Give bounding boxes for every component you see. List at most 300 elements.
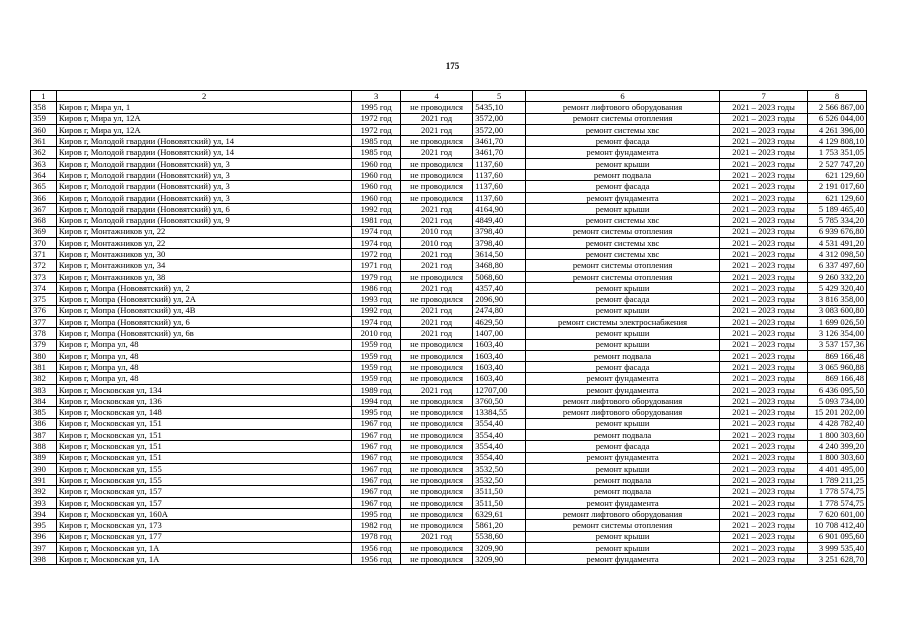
cost-cell: 15 201 202,00 [808, 407, 867, 418]
row-number-cell: 360 [31, 124, 57, 135]
build-year-cell: 1967 год [352, 452, 401, 463]
table-row [31, 339, 867, 350]
row-number-cell: 390 [31, 463, 57, 474]
build-year-cell: 1960 год [352, 158, 401, 169]
build-year-cell: 1995 год [352, 407, 401, 418]
build-year-cell: 1959 год [352, 373, 401, 384]
header-col-2: 2 [56, 91, 352, 102]
row-number-cell: 370 [31, 237, 57, 248]
cost-cell: 3 816 358,00 [808, 294, 867, 305]
work-type-cell: ремонт системы отопления [525, 271, 719, 282]
build-year-cell: 1967 год [352, 497, 401, 508]
cost-cell: 3 537 157,36 [808, 339, 867, 350]
period-cell: 2021 – 2023 годы [720, 441, 808, 452]
cost-cell: 4 428 782,40 [808, 418, 867, 429]
area-cell: 3461,70 [473, 136, 526, 147]
row-number-cell: 378 [31, 328, 57, 339]
cost-cell: 4 240 399,20 [808, 441, 867, 452]
address-cell: Киров г, Московская ул, 1А [56, 542, 352, 553]
period-cell: 2021 – 2023 годы [720, 158, 808, 169]
work-type-cell: ремонт крыши [525, 463, 719, 474]
cost-cell: 4 129 808,10 [808, 136, 867, 147]
build-year-cell: 1974 год [352, 226, 401, 237]
last-repair-year-cell: не проводился [400, 429, 472, 440]
cost-cell: 7 620 601,00 [808, 508, 867, 519]
work-type-cell: ремонт крыши [525, 531, 719, 542]
area-cell: 5068,60 [473, 271, 526, 282]
area-cell: 3798,40 [473, 226, 526, 237]
table-header [31, 91, 867, 102]
last-repair-year-cell: 2021 год [400, 328, 472, 339]
work-type-cell: ремонт фундамента [525, 554, 719, 565]
period-cell: 2021 – 2023 годы [720, 362, 808, 373]
last-repair-year-cell: не проводился [400, 158, 472, 169]
address-cell: Киров г, Молодой гвардии (Нововятский) ул, 14 [56, 136, 352, 147]
last-repair-year-cell: не проводился [400, 339, 472, 350]
last-repair-year-cell: не проводился [400, 407, 472, 418]
build-year-cell: 1992 год [352, 305, 401, 316]
address-cell: Киров г, Московская ул, 155 [56, 475, 352, 486]
address-cell: Киров г, Молодой гвардии (Нововятский) ул, 9 [56, 215, 352, 226]
table-row [31, 305, 867, 316]
last-repair-year-cell: не проводился [400, 475, 472, 486]
area-cell: 3798,40 [473, 237, 526, 248]
build-year-cell: 1992 год [352, 203, 401, 214]
row-number-cell: 364 [31, 170, 57, 181]
table-row [31, 249, 867, 260]
header-col-8: 8 [808, 91, 867, 102]
address-cell: Киров г, Мопра ул, 48 [56, 373, 352, 384]
repair-register-table [30, 90, 867, 565]
cost-cell: 6 526 044,00 [808, 113, 867, 124]
period-cell: 2021 – 2023 годы [720, 226, 808, 237]
cost-cell: 9 260 332,20 [808, 271, 867, 282]
row-number-cell: 358 [31, 102, 57, 113]
period-cell: 2021 – 2023 годы [720, 215, 808, 226]
work-type-cell: ремонт подвала [525, 170, 719, 181]
work-type-cell: ремонт крыши [525, 283, 719, 294]
period-cell: 2021 – 2023 годы [720, 486, 808, 497]
row-number-cell: 374 [31, 283, 57, 294]
row-number-cell: 363 [31, 158, 57, 169]
build-year-cell: 1971 год [352, 260, 401, 271]
work-type-cell: ремонт крыши [525, 203, 719, 214]
table-row [31, 113, 867, 124]
area-cell: 1603,40 [473, 350, 526, 361]
build-year-cell: 1956 год [352, 554, 401, 565]
table-row [31, 463, 867, 474]
table-row [31, 203, 867, 214]
header-col-1: 1 [31, 91, 57, 102]
period-cell: 2021 – 2023 годы [720, 520, 808, 531]
address-cell: Киров г, Монтажников ул, 22 [56, 237, 352, 248]
work-type-cell: ремонт подвала [525, 475, 719, 486]
table-row [31, 192, 867, 203]
address-cell: Киров г, Мопра (Нововятский) ул, 2А [56, 294, 352, 305]
build-year-cell: 1956 год [352, 542, 401, 553]
address-cell: Киров г, Молодой гвардии (Нововятский) ул, 6 [56, 203, 352, 214]
period-cell: 2021 – 2023 годы [720, 124, 808, 135]
work-type-cell: ремонт фасада [525, 294, 719, 305]
header-col-7: 7 [720, 91, 808, 102]
address-cell: Киров г, Мопра (Нововятский) ул, 4В [56, 305, 352, 316]
build-year-cell: 1967 год [352, 418, 401, 429]
cost-cell: 3 126 354,00 [808, 328, 867, 339]
address-cell: Киров г, Мопра (Нововятский) ул, 6 [56, 316, 352, 327]
table-row [31, 486, 867, 497]
address-cell: Киров г, Молодой гвардии (Нововятский) ул, 3 [56, 170, 352, 181]
build-year-cell: 1986 год [352, 283, 401, 294]
last-repair-year-cell: не проводился [400, 350, 472, 361]
address-cell: Киров г, Московская ул, 173 [56, 520, 352, 531]
row-number-cell: 369 [31, 226, 57, 237]
build-year-cell: 1995 год [352, 508, 401, 519]
cost-cell: 4 261 396,00 [808, 124, 867, 135]
period-cell: 2021 – 2023 годы [720, 429, 808, 440]
last-repair-year-cell: 2021 год [400, 384, 472, 395]
work-type-cell: ремонт фундамента [525, 497, 719, 508]
build-year-cell: 1979 год [352, 271, 401, 282]
table-row [31, 260, 867, 271]
row-number-cell: 375 [31, 294, 57, 305]
last-repair-year-cell: 2021 год [400, 249, 472, 260]
last-repair-year-cell: 2021 год [400, 316, 472, 327]
row-number-cell: 367 [31, 203, 57, 214]
cost-cell: 5 093 734,00 [808, 396, 867, 407]
address-cell: Киров г, Мопра (Нововятский) ул, 2 [56, 283, 352, 294]
last-repair-year-cell: 2021 год [400, 113, 472, 124]
area-cell: 4849,40 [473, 215, 526, 226]
table-row [31, 328, 867, 339]
work-type-cell: ремонт фундамента [525, 147, 719, 158]
row-number-cell: 397 [31, 542, 57, 553]
period-cell: 2021 – 2023 годы [720, 102, 808, 113]
last-repair-year-cell: не проводился [400, 102, 472, 113]
work-type-cell: ремонт крыши [525, 542, 719, 553]
build-year-cell: 1989 год [352, 384, 401, 395]
table-row [31, 316, 867, 327]
header-row [31, 91, 867, 102]
row-number-cell: 359 [31, 113, 57, 124]
row-number-cell: 382 [31, 373, 57, 384]
area-cell: 3572,00 [473, 113, 526, 124]
table-row [31, 283, 867, 294]
cost-cell: 1 800 303,60 [808, 429, 867, 440]
table-row [31, 497, 867, 508]
last-repair-year-cell: не проводился [400, 418, 472, 429]
area-cell: 3532,50 [473, 475, 526, 486]
build-year-cell: 1972 год [352, 113, 401, 124]
work-type-cell: ремонт крыши [525, 339, 719, 350]
last-repair-year-cell: не проводился [400, 192, 472, 203]
table-row [31, 136, 867, 147]
build-year-cell: 1960 год [352, 170, 401, 181]
period-cell: 2021 – 2023 годы [720, 305, 808, 316]
row-number-cell: 371 [31, 249, 57, 260]
period-cell: 2021 – 2023 годы [720, 531, 808, 542]
row-number-cell: 395 [31, 520, 57, 531]
last-repair-year-cell: не проводился [400, 554, 472, 565]
table-row [31, 520, 867, 531]
table-row [31, 407, 867, 418]
cost-cell: 6 939 676,80 [808, 226, 867, 237]
address-cell: Киров г, Мопра ул, 48 [56, 350, 352, 361]
table-row [31, 124, 867, 135]
work-type-cell: ремонт системы электроснабжения [525, 316, 719, 327]
table-row [31, 531, 867, 542]
address-cell: Киров г, Московская ул, 136 [56, 396, 352, 407]
row-number-cell: 365 [31, 181, 57, 192]
last-repair-year-cell: 2021 год [400, 215, 472, 226]
last-repair-year-cell: не проводился [400, 396, 472, 407]
area-cell: 5435,10 [473, 102, 526, 113]
area-cell: 1137,60 [473, 181, 526, 192]
last-repair-year-cell: не проводился [400, 170, 472, 181]
table-row [31, 158, 867, 169]
cost-cell: 6 901 095,60 [808, 531, 867, 542]
address-cell: Киров г, Московская ул, 151 [56, 452, 352, 463]
period-cell: 2021 – 2023 годы [720, 294, 808, 305]
header-col-6: 6 [525, 91, 719, 102]
area-cell: 3461,70 [473, 147, 526, 158]
area-cell: 3511,50 [473, 497, 526, 508]
period-cell: 2021 – 2023 годы [720, 181, 808, 192]
cost-cell: 4 531 491,20 [808, 237, 867, 248]
last-repair-year-cell: не проводился [400, 452, 472, 463]
work-type-cell: ремонт системы хвс [525, 249, 719, 260]
work-type-cell: ремонт подвала [525, 429, 719, 440]
area-cell: 3554,40 [473, 429, 526, 440]
area-cell: 1137,60 [473, 158, 526, 169]
table-body [31, 102, 867, 565]
address-cell: Киров г, Мира ул, 1 [56, 102, 352, 113]
work-type-cell: ремонт фасада [525, 362, 719, 373]
work-type-cell: ремонт фасада [525, 181, 719, 192]
cost-cell: 1 778 574,75 [808, 497, 867, 508]
build-year-cell: 1985 год [352, 136, 401, 147]
header-col-3: 3 [352, 91, 401, 102]
row-number-cell: 373 [31, 271, 57, 282]
last-repair-year-cell: 2021 год [400, 531, 472, 542]
period-cell: 2021 – 2023 годы [720, 384, 808, 395]
work-type-cell: ремонт фундамента [525, 192, 719, 203]
build-year-cell: 1967 год [352, 463, 401, 474]
cost-cell: 621 129,60 [808, 170, 867, 181]
area-cell: 1603,40 [473, 339, 526, 350]
cost-cell: 10 708 412,40 [808, 520, 867, 531]
row-number-cell: 361 [31, 136, 57, 147]
address-cell: Киров г, Молодой гвардии (Нововятский) ул, 3 [56, 181, 352, 192]
period-cell: 2021 – 2023 годы [720, 170, 808, 181]
area-cell: 3572,00 [473, 124, 526, 135]
build-year-cell: 1993 год [352, 294, 401, 305]
address-cell: Киров г, Московская ул, 148 [56, 407, 352, 418]
last-repair-year-cell: 2021 год [400, 260, 472, 271]
row-number-cell: 362 [31, 147, 57, 158]
table-row [31, 362, 867, 373]
cost-cell: 1 778 574,75 [808, 486, 867, 497]
row-number-cell: 383 [31, 384, 57, 395]
last-repair-year-cell: не проводился [400, 294, 472, 305]
address-cell: Киров г, Мира ул, 12А [56, 113, 352, 124]
area-cell: 1407,00 [473, 328, 526, 339]
table-row [31, 429, 867, 440]
row-number-cell: 398 [31, 554, 57, 565]
last-repair-year-cell: не проводился [400, 136, 472, 147]
work-type-cell: ремонт крыши [525, 418, 719, 429]
cost-cell: 5 429 320,40 [808, 283, 867, 294]
build-year-cell: 1959 год [352, 350, 401, 361]
area-cell: 1137,60 [473, 170, 526, 181]
table-row [31, 373, 867, 384]
period-cell: 2021 – 2023 годы [720, 463, 808, 474]
cost-cell: 3 065 960,88 [808, 362, 867, 373]
work-type-cell: ремонт лифтового оборудования [525, 102, 719, 113]
row-number-cell: 386 [31, 418, 57, 429]
period-cell: 2021 – 2023 годы [720, 203, 808, 214]
build-year-cell: 1967 год [352, 475, 401, 486]
work-type-cell: ремонт фундамента [525, 452, 719, 463]
work-type-cell: ремонт системы отопления [525, 520, 719, 531]
row-number-cell: 384 [31, 396, 57, 407]
period-cell: 2021 – 2023 годы [720, 497, 808, 508]
area-cell: 3554,40 [473, 452, 526, 463]
area-cell: 3532,50 [473, 463, 526, 474]
build-year-cell: 1967 год [352, 441, 401, 452]
address-cell: Киров г, Московская ул, 151 [56, 441, 352, 452]
period-cell: 2021 – 2023 годы [720, 328, 808, 339]
address-cell: Киров г, Московская ул, 177 [56, 531, 352, 542]
address-cell: Киров г, Московская ул, 157 [56, 497, 352, 508]
work-type-cell: ремонт крыши [525, 305, 719, 316]
cost-cell: 2 191 017,60 [808, 181, 867, 192]
address-cell: Киров г, Московская ул, 1А [56, 554, 352, 565]
table-row [31, 475, 867, 486]
area-cell: 3468,80 [473, 260, 526, 271]
cost-cell: 1 789 211,25 [808, 475, 867, 486]
build-year-cell: 2010 год [352, 328, 401, 339]
period-cell: 2021 – 2023 годы [720, 508, 808, 519]
last-repair-year-cell: 2010 год [400, 226, 472, 237]
build-year-cell: 1960 год [352, 181, 401, 192]
work-type-cell: ремонт лифтового оборудования [525, 396, 719, 407]
row-number-cell: 372 [31, 260, 57, 271]
build-year-cell: 1985 год [352, 147, 401, 158]
cost-cell: 869 166,48 [808, 373, 867, 384]
period-cell: 2021 – 2023 годы [720, 271, 808, 282]
last-repair-year-cell: не проводился [400, 271, 472, 282]
row-number-cell: 391 [31, 475, 57, 486]
area-cell: 3209,90 [473, 554, 526, 565]
table-row [31, 441, 867, 452]
area-cell: 3554,40 [473, 441, 526, 452]
area-cell: 4629,50 [473, 316, 526, 327]
address-cell: Киров г, Московская ул, 160А [56, 508, 352, 519]
build-year-cell: 1967 год [352, 429, 401, 440]
table-row [31, 181, 867, 192]
work-type-cell: ремонт системы отопления [525, 113, 719, 124]
address-cell: Киров г, Монтажников ул, 34 [56, 260, 352, 271]
cost-cell: 869 166,48 [808, 350, 867, 361]
cost-cell: 1 800 303,60 [808, 452, 867, 463]
cost-cell: 3 251 628,70 [808, 554, 867, 565]
period-cell: 2021 – 2023 годы [720, 407, 808, 418]
period-cell: 2021 – 2023 годы [720, 237, 808, 248]
area-cell: 12707,00 [473, 384, 526, 395]
address-cell: Киров г, Московская ул, 155 [56, 463, 352, 474]
table-row [31, 418, 867, 429]
last-repair-year-cell: 2010 год [400, 237, 472, 248]
last-repair-year-cell: 2021 год [400, 283, 472, 294]
area-cell: 5861,20 [473, 520, 526, 531]
table-row [31, 384, 867, 395]
row-number-cell: 379 [31, 339, 57, 350]
period-cell: 2021 – 2023 годы [720, 373, 808, 384]
build-year-cell: 1978 год [352, 531, 401, 542]
last-repair-year-cell: не проводился [400, 463, 472, 474]
period-cell: 2021 – 2023 годы [720, 283, 808, 294]
table-row [31, 452, 867, 463]
build-year-cell: 1960 год [352, 192, 401, 203]
period-cell: 2021 – 2023 годы [720, 339, 808, 350]
row-number-cell: 380 [31, 350, 57, 361]
last-repair-year-cell: не проводился [400, 520, 472, 531]
row-number-cell: 366 [31, 192, 57, 203]
address-cell: Киров г, Мопра ул, 48 [56, 362, 352, 373]
table-row [31, 396, 867, 407]
area-cell: 3760,50 [473, 396, 526, 407]
period-cell: 2021 – 2023 годы [720, 475, 808, 486]
row-number-cell: 396 [31, 531, 57, 542]
address-cell: Киров г, Московская ул, 134 [56, 384, 352, 395]
area-cell: 4164,90 [473, 203, 526, 214]
work-type-cell: ремонт лифтового оборудования [525, 407, 719, 418]
address-cell: Киров г, Монтажников ул, 22 [56, 226, 352, 237]
area-cell: 2096,90 [473, 294, 526, 305]
period-cell: 2021 – 2023 годы [720, 249, 808, 260]
area-cell: 6329,61 [473, 508, 526, 519]
table-row [31, 237, 867, 248]
cost-cell: 621 129,60 [808, 192, 867, 203]
area-cell: 3554,40 [473, 418, 526, 429]
row-number-cell: 385 [31, 407, 57, 418]
address-cell: Киров г, Молодой гвардии (Нововятский) ул, 14 [56, 147, 352, 158]
cost-cell: 3 083 600,80 [808, 305, 867, 316]
area-cell: 1137,60 [473, 192, 526, 203]
cost-cell: 6 436 095,50 [808, 384, 867, 395]
page-number: 175 [445, 61, 460, 71]
row-number-cell: 381 [31, 362, 57, 373]
area-cell: 3209,90 [473, 542, 526, 553]
last-repair-year-cell: 2021 год [400, 147, 472, 158]
table-row [31, 170, 867, 181]
table-row [31, 226, 867, 237]
address-cell: Киров г, Московская ул, 157 [56, 486, 352, 497]
build-year-cell: 1982 год [352, 520, 401, 531]
cost-cell: 5 189 465,40 [808, 203, 867, 214]
build-year-cell: 1972 год [352, 124, 401, 135]
work-type-cell: ремонт крыши [525, 158, 719, 169]
build-year-cell: 1974 год [352, 316, 401, 327]
work-type-cell: ремонт фундамента [525, 384, 719, 395]
period-cell: 2021 – 2023 годы [720, 542, 808, 553]
build-year-cell: 1967 год [352, 486, 401, 497]
last-repair-year-cell: 2021 год [400, 124, 472, 135]
address-cell: Киров г, Мопра ул, 48 [56, 339, 352, 350]
last-repair-year-cell: не проводился [400, 508, 472, 519]
table-row [31, 542, 867, 553]
period-cell: 2021 – 2023 годы [720, 147, 808, 158]
